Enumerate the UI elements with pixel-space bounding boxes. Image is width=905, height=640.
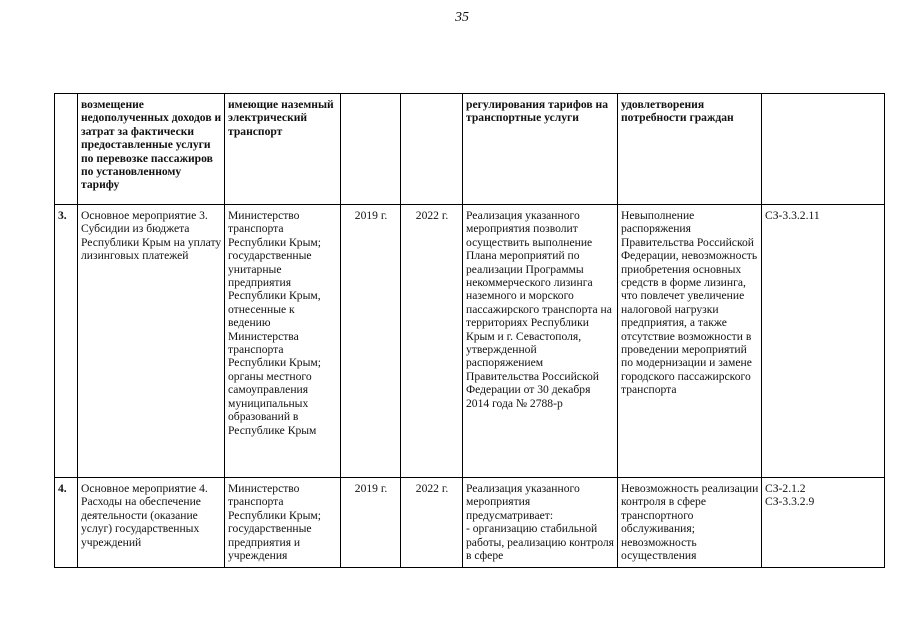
consequence-cell: удовлетворения потребности граждан (618, 94, 762, 205)
row-number-cell: 4. (55, 478, 78, 568)
link-cell (762, 94, 885, 205)
end-year-cell: 2022 г. (401, 205, 463, 478)
executor-cell: имеющие наземный электрический транспорт (225, 94, 341, 205)
end-year-cell (401, 94, 463, 205)
measure-name-cell: Основное мероприятие 4. Расходы на обеспечение деятельности (оказание услуг) государственных учреждений (78, 478, 225, 568)
start-year-cell: 2019 г. (341, 478, 401, 568)
page-number: 35 (455, 10, 469, 25)
expected-result-cell: регулирования тарифов на транспортные услуги (463, 94, 618, 205)
start-year-cell (341, 94, 401, 205)
table-row (55, 94, 885, 205)
link-cell: СЗ-2.1.2 СЗ-3.3.2.9 (762, 478, 885, 568)
consequence-cell: Невыполнение распоряжения Правительства Российской Федерации, невозможность приобретения основных средств в форме лизинга, что повлечет увеличение налоговой нагрузки предприятия, а также отсутствие возможности в проведении мероприятий по модернизации и замене городского пассажирского транспорта (618, 205, 762, 478)
measure-name-cell: Основное мероприятие 3. Субсидии из бюджета Республики Крым на уплату лизинговых платежей (78, 205, 225, 478)
expected-result-cell: Реализация указанного мероприятия предусматривает: - организацию стабильной работы, реализацию контроля в сфере (463, 478, 618, 568)
consequence-cell: Невозможность реализации контроля в сфере транспортного обслуживания; невозможность осуществления (618, 478, 762, 568)
row-number-cell: 3. (55, 205, 78, 478)
executor-cell: Министерство транспорта Республики Крым; государственные унитарные предприятия Республики Крым, отнесенные к ведению Министерства транспорта Республики Крым; органы местного самоуправления муниципальных образований в Республике Крым (225, 205, 341, 478)
executor-cell: Министерство транспорта Республики Крым; государственные предприятия и учреждения (225, 478, 341, 568)
expected-result-cell: Реализация указанного мероприятия позволит осуществить выполнение Плана мероприятий по реализации Программы некоммерческого лизинга наземного и морского пассажирского транспорта на территориях Республики Крым и г. Севастополя, утвержденной распоряжением Правительства Российской Федерации от 30 декабря 2014 года № 2788-р (463, 205, 618, 478)
start-year-cell: 2019 г. (341, 205, 401, 478)
end-year-cell: 2022 г. (401, 478, 463, 568)
program-measures-table (54, 93, 885, 568)
row-number-cell (55, 94, 78, 205)
link-cell: СЗ-3.3.2.11 (762, 205, 885, 478)
table-row (55, 478, 885, 568)
table-row (55, 205, 885, 478)
measure-name-cell: возмещение недополученных доходов и затрат за фактически предоставленные услуги по перевозке пассажиров по установленному тарифу (78, 94, 225, 205)
